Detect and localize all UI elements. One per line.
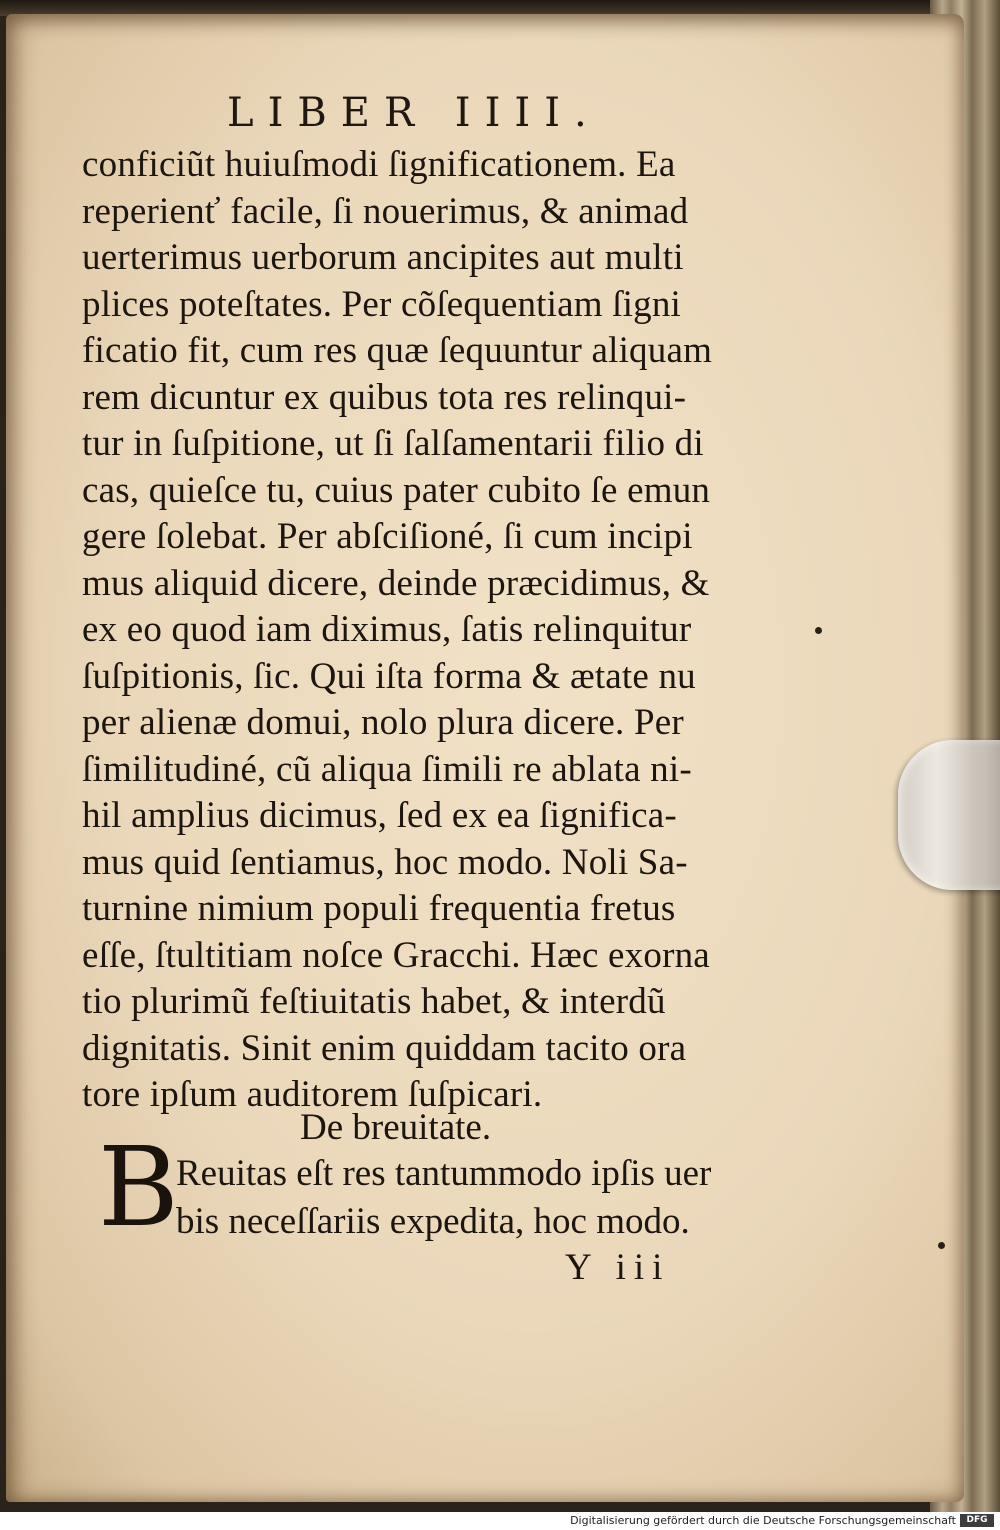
text-line: tur in ſuſpitione, ut ſi ſalſamentarii filio di — [82, 423, 704, 464]
text-line: reperienť facile, ſi nouerimus, & animad — [82, 190, 689, 232]
signature-mark: Y iii — [565, 1247, 671, 1288]
running-header: LIBER IIII. — [227, 90, 601, 136]
text-line: hil amplius dicimus, ſed ex ea ſignifica- — [82, 795, 677, 836]
text-line: ex eo quod iam diximus, ſatis relinquitur — [82, 609, 692, 650]
text-line: plices poteſtates. Per cõſequentiam ſigni — [82, 283, 682, 325]
body-text — [82, 142, 782, 1119]
book-clip — [898, 740, 1000, 890]
ink-speck — [815, 627, 822, 634]
text-line: gere ſolebat. Per abſciſioné, ſi cum incipi — [82, 516, 693, 557]
text-line: uerterimus uerborum ancipites aut multi — [82, 237, 684, 278]
section-text — [176, 1150, 711, 1246]
text-line: ficatio fit, cum res quæ ſequuntur aliquam — [82, 330, 713, 371]
text-line: dignitatis. Sinit enim quiddam tacito ora — [82, 1027, 687, 1069]
text-line: Reuitas eſt res tantummodo ipſis uer — [176, 1153, 712, 1194]
funding-credit: Digitalisierung gefördert durch die Deutsche Forschungsgemeinschaft — [570, 1514, 956, 1527]
text-line: rem dicuntur ex quibus tota res relinqui- — [82, 376, 687, 418]
text-line: mus quid ſentiamus, hoc modo. Noli Sa- — [82, 841, 688, 883]
text-line: per alienæ domui, nolo plura dicere. Per — [82, 702, 684, 743]
text-line: ſuſpitionis, ſic. Qui iſta forma & ætate nu — [82, 655, 696, 697]
drop-cap: B — [98, 1123, 179, 1251]
text-line: conficiũt huiuſmodi ſignificationem. Ea — [82, 144, 676, 185]
text-line: bis neceſſariis expedita, hoc modo. — [176, 1201, 690, 1242]
section-heading: De breuitate. — [300, 1107, 492, 1148]
text-line: ſimilitudiné, cũ aliqua ſimili re ablata ni- — [82, 748, 692, 790]
text-line: tore ipſum auditorem ſuſpicari. — [82, 1074, 543, 1115]
ink-speck — [938, 1242, 945, 1249]
text-line: turnine nimium populi frequentia fretus — [82, 888, 676, 929]
footer-bar — [0, 1512, 1000, 1530]
text-line: eſſe, ſtultitiam noſce Gracchi. Hæc exorna — [82, 934, 710, 976]
text-line: tio plurimũ feſtiuitatis habet, & interdũ — [82, 981, 666, 1022]
text-line: mus aliquid dicere, deinde præcidimus, & — [82, 562, 710, 604]
dfg-logo: DFG — [960, 1514, 994, 1527]
text-line: cas, quieſce tu, cuius pater cubito ſe emun — [82, 469, 711, 511]
